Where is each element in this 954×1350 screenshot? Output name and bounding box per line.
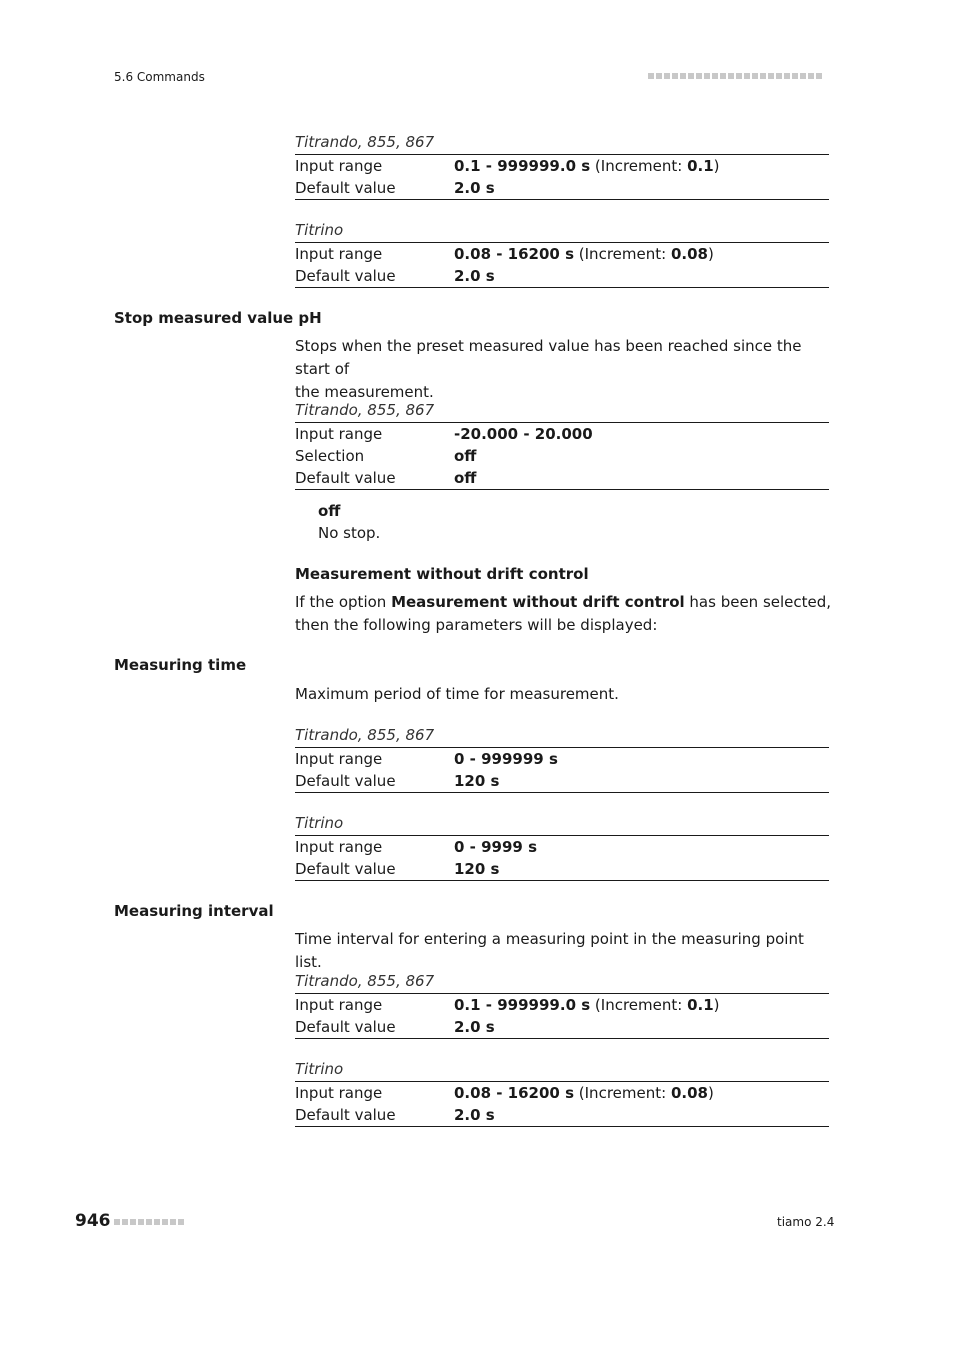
measuring-time-description: Maximum period of time for measurement. (295, 685, 619, 703)
option-off: off No stop. (318, 502, 381, 542)
section-title-measuring-time: Measuring time (114, 656, 247, 674)
param-table-titrino-1 (295, 218, 829, 288)
table-caption: Titrando, 855, 867 (295, 398, 829, 423)
param-table-titrando-1 (295, 130, 829, 200)
footer-decoration (114, 1219, 184, 1225)
table-row: Default value 2.0 s (295, 1018, 495, 1036)
table-row: Input range 0.08 - 16200 s (Increment: 0.08) (295, 1084, 714, 1102)
header-decoration (648, 73, 822, 79)
section-title-stop-ph: Stop measured value pH (114, 309, 322, 327)
table-row: Selection off (295, 447, 477, 465)
stop-ph-description: Stops when the preset measured value has been reached since the start of the measurement. (295, 337, 802, 401)
table-row: Default value 2.0 s (295, 267, 495, 285)
section-title-measuring-interval: Measuring interval (114, 902, 274, 920)
param-table-titrino-2 (295, 811, 829, 881)
table-row: Input range 0.1 - 999999.0 s (Increment: 0.1) (295, 996, 720, 1014)
table-caption: Titrino (295, 1057, 829, 1082)
product-version: tiamo 2.4 (777, 1215, 835, 1229)
table-row: Input range -20.000 - 20.000 (295, 425, 593, 443)
table-row: Input range 0.08 - 16200 s (Increment: 0.08) (295, 245, 714, 263)
table-row: Default value 2.0 s (295, 179, 495, 197)
table-caption: Titrando, 855, 867 (295, 723, 829, 748)
table-caption: Titrino (295, 218, 829, 243)
table-caption: Titrando, 855, 867 (295, 969, 829, 994)
table-caption: Titrando, 855, 867 (295, 130, 829, 155)
table-row: Input range 0 - 9999 s (295, 838, 538, 856)
table-row: Input range 0.1 - 999999.0 s (Increment: 0.1) (295, 157, 720, 175)
table-row: Input range 0 - 999999 s (295, 750, 558, 768)
param-table-stop-ph (295, 398, 829, 490)
measuring-interval-description: Time interval for entering a measuring point in the measuring point list. (295, 930, 804, 971)
table-row: Default value 120 s (295, 772, 500, 790)
table-row: Default value 120 s (295, 860, 500, 878)
table-row: Default value 2.0 s (295, 1106, 495, 1124)
param-table-titrando-2 (295, 723, 829, 793)
running-header-section: 5.6 Commands (114, 70, 205, 84)
table-caption: Titrino (295, 811, 829, 836)
table-row: Default value off (295, 469, 477, 487)
param-table-titrando-3 (295, 969, 829, 1039)
no-drift-description: If the option Measurement without drift control has been selected, then the following parameters will be displayed: (295, 593, 832, 634)
param-table-titrino-3 (295, 1057, 829, 1127)
page-number: 946 (75, 1211, 111, 1231)
subsection-title-no-drift: Measurement without drift control (295, 565, 589, 583)
